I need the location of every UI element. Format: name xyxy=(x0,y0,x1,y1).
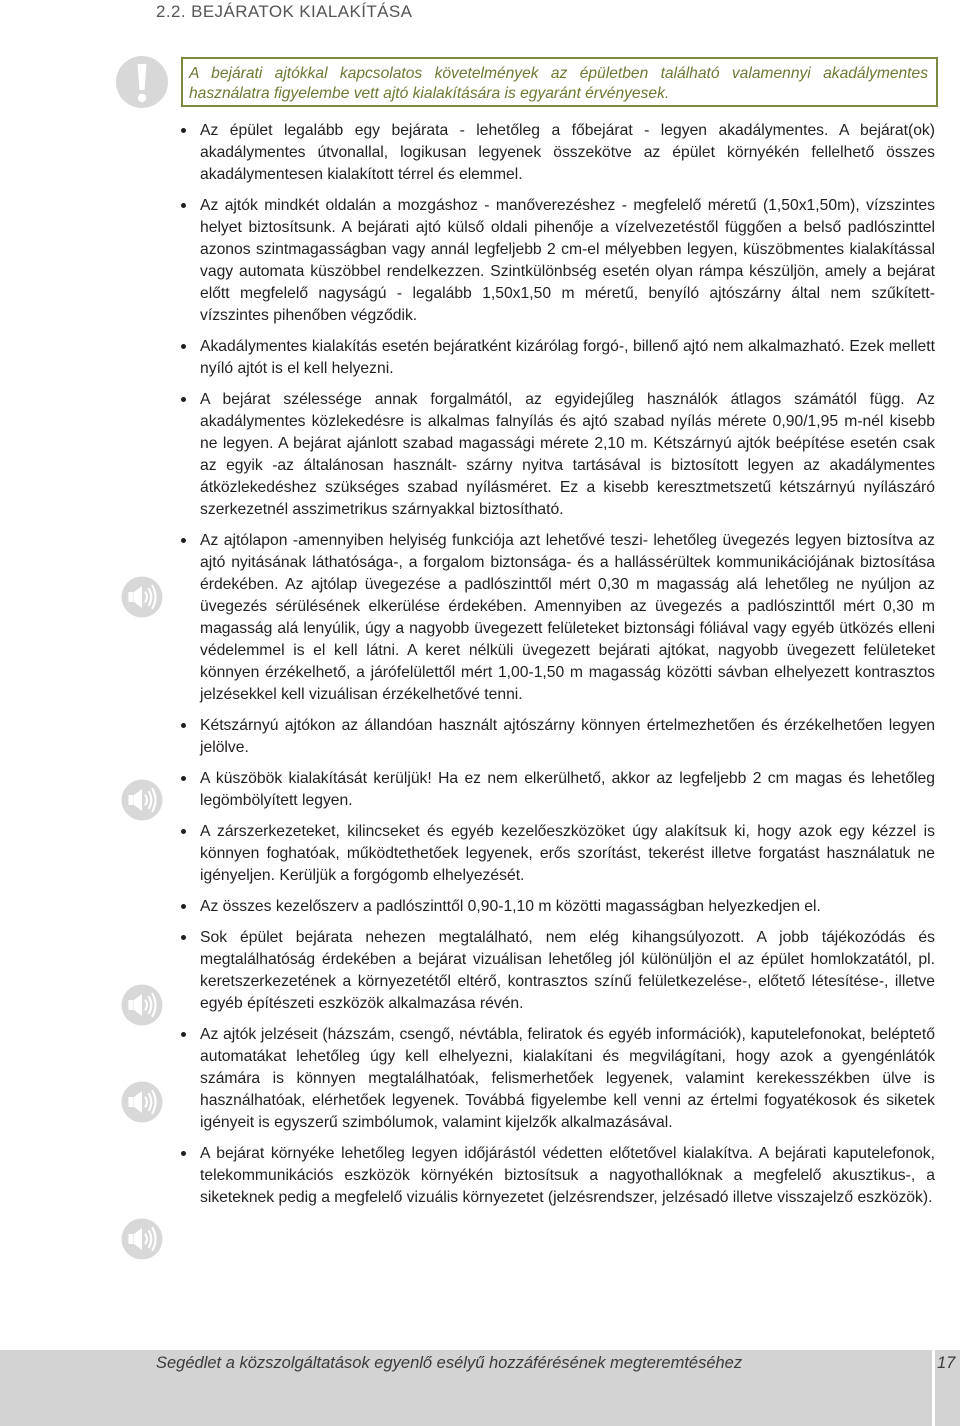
section-heading: 2.2. BEJÁRATOK KIALAKÍTÁSA xyxy=(156,2,413,21)
speaker-icon xyxy=(121,576,163,618)
page-number: 17 xyxy=(937,1354,956,1372)
list-item: Kétszárnyú ajtókon az állandóan használt ajtószárny könnyen értelmezhetően és érzékelhetően legyen jelölve. xyxy=(181,715,935,759)
exclamation-icon xyxy=(115,55,169,109)
requirement-note xyxy=(181,57,938,107)
list-item: A küszöbök kialakítását kerüljük! Ha ez nem elkerülhető, akkor az legfeljebb 2 cm magas és lehetőleg legömbölyített legyen. xyxy=(181,768,935,812)
footer-title: Segédlet a közszolgáltatások egyenlő esélyű hozzáférésének megteremtéséhez xyxy=(156,1354,743,1372)
list-item: A zárszerkezeteket, kilincseket és egyéb kezelőeszközöket úgy alakítsuk ki, hogy azok egy kézzel is könnyen foghatóak, működtethetőek legyenek, erős szorítást, tekerést illetve forgatást használatuk ne igényeljen. Kerüljük a forgógomb elhelyezését. xyxy=(181,821,935,887)
list-item: A bejárat szélessége annak forgalmától, az egyidejűleg használók átlagos számától függ. Az akadálymentes közlekedésre is alkalmas falnyílás és ajtó szabad nyílás mérete 0,90/1,95 m-nél kisebb ne legyen. A bejárat ajánlott szabad magassági mérete 2,10 m. Kétszárnyú ajtók beépítése esetén csak az egyik -az általánosan használt- szárny nyitva tartásával is biztosított legyen az akadálymentes átközlekedéshez szükséges szabad nyílásméret. Ez a kisebb keresztmetszetű kétszárnyú nyílászáró szerkezetnél asszimetrikus szárnyakkal biztosítható. xyxy=(181,389,935,521)
list-item: Az épület legalább egy bejárata - lehetőleg a főbejárat - legyen akadálymentes. A bejárat(ok) akadálymentes útvonallal, logikusan legyenek összekötve az épület környékén fellelhető összes akadálymentesen kialakított térrel és elemmel. xyxy=(181,120,935,186)
list-item: Az ajtók jelzéseit (házszám, csengő, névtábla, feliratok és egyéb információk), kaputelefonokat, beléptető automatákat lehetőleg úgy kell elhelyezni, kialakítani és megvilágítani, hogy azok a gyengénlátók számára is könnyen megtalálhatóak, felismerhetőek legyenek, valamint kerekesszékben ülve is használhatóak, elérhetőek legyenek. Továbbá figyelembe kell venni az értelmi fogyatékosok és siketek igényeit is egyszerű szimbólumok, valamint kijelzők alkalmazásával. xyxy=(181,1024,935,1134)
list-item: Az összes kezelőszerv a padlószinttől 0,90-1,10 m közötti magasságban helyezkedjen el. xyxy=(181,896,935,918)
list-item: Sok épület bejárata nehezen megtalálható, nem elég kihangsúlyozott. A jobb tájékozódás és megtalálhatóság érdekében a bejárat vizuálisan lehetőleg jól különüljön el az épület homlokzatától, pl. keretszerkezetének a környezetétől eltérő, kontrasztos színű felületkezelése-, előtető létesítése-, illetve egyéb építészeti eszközök alkalmazása révén. xyxy=(181,927,935,1015)
list-item: A bejárat környéke lehetőleg legyen időjárástól védetten előtetővel kialakítva. A bejárati kaputelefonok, telekommunikációs eszközök környékén biztosítsuk a nagyothallóknak a megfelelő akusztikus-, a siketeknek pedig a megfelelő vizuális környezetet (jelzésrendszer, jelzésadó illetve visszajelző eszközök). xyxy=(181,1143,935,1209)
list-item: Akadálymentes kialakítás esetén bejáratként kizárólag forgó-, billenő ajtó nem alkalmazható. Ezek mellett nyíló ajtót is el kell helyezni. xyxy=(181,336,935,380)
speaker-icon xyxy=(121,1218,163,1260)
list-item: Az ajtólapon -amennyiben helyiség funkciója azt lehetővé teszi- lehetőleg üvegezés legyen biztosítva az ajtó nyitásának láthatósága-, a forgalom biztonsága- és a hallássérültek kommunikációjának biztosítása érdekében. Az ajtólap üvegezése a padlószinttől mért 0,30 m magasság alá lehetőleg ne nyúljon az üvegezés sérülésének elkerülése érdekében. Amennyiben az üvegezés a padlószinttől mért 0,30 m magasság alá lenyúlik, úgy a nagyobb üvegezett felületeket biztonsági fóliával vagy egyéb ütközés elleni védelemmel is el kell látni. A keret nélküli üvegezett bejárati ajtókat, nagyobb üvegezett felületeket könnyen érzékelhető, a járófelülettől mért 1,00-1,50 m magasság közötti sávban elhelyezett kontrasztos jelzésekkel kell vizuálisan érzékelhetővé tenni. xyxy=(181,530,935,706)
list-item: Az ajtók mindkét oldalán a mozgáshoz - manőverezéshez - megfelelő méretű (1,50x1,50m), vízszintes helyet biztosítsunk. A bejárati ajtó külső oldali pihenője a vízelvezetéstől függően a belső padlószinttel azonos szintmagasságban vagy annál legfeljebb 2 cm-el mélyebben legyen, küszöbmentes kialakítással vagy automata küszöbbel rendelkezzen. Szintkülönbség esetén olyan rámpa készüljön, amely a bejárat előtt megfelelő nagyságú - legalább 1,50x1,50 m méretű, benyíló ajtószárny által nem szűkített- vízszintes pihenőben végződik. xyxy=(181,195,935,327)
speaker-icon xyxy=(121,779,163,821)
note-text: A bejárati ajtókkal kapcsolatos követelmények az épületben található valamennyi akadálymentes használatra figyelembe vett ajtó kialakítására is egyaránt érvényesek. xyxy=(189,65,928,102)
requirements-list xyxy=(181,120,935,1218)
speaker-icon xyxy=(121,984,163,1026)
speaker-icon xyxy=(121,1081,163,1123)
